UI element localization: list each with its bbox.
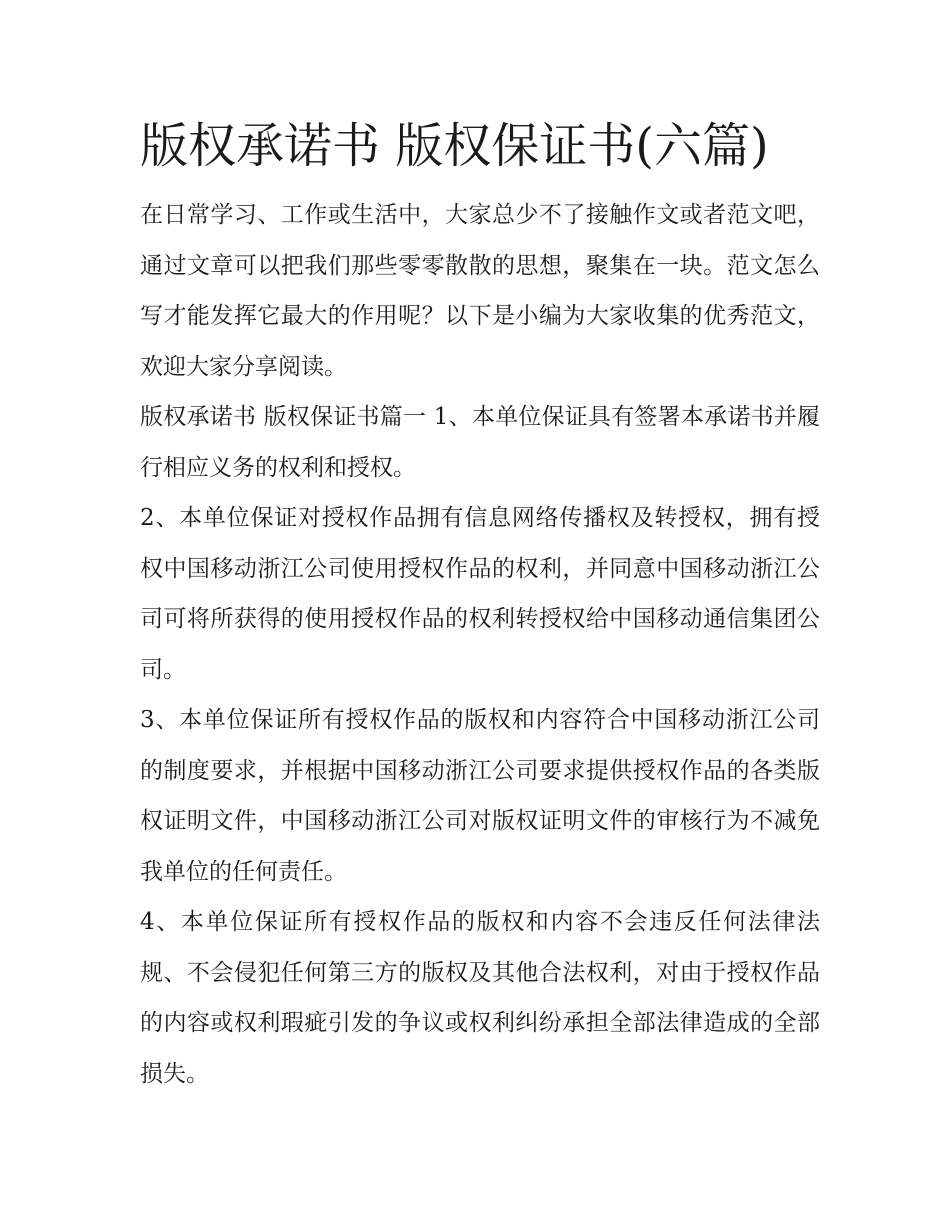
- paragraph-item-4: 4、本单位保证所有授权作品的版权和内容不会违反任何法律法规、不会侵犯任何第三方的版权及其他合法权利，对由于授权作品的内容或权利瑕疵引发的争议或权利纠纷承担全部法律造成的全部损失。: [140, 909, 820, 1087]
- paragraph-item-3: 3、本单位保证所有授权作品的版权和内容符合中国移动浙江公司的制度要求，并根据中国移动浙江公司要求提供授权作品的各类版权证明文件，中国移动浙江公司对版权证明文件的审核行为不减免我单位的任何责任。: [140, 707, 820, 885]
- document-title: 版权承诺书 版权保证书(六篇): [140, 118, 769, 174]
- paragraph-item-2: 2、本单位保证对授权作品拥有信息网络传播权及转授权，拥有授权中国移动浙江公司使用授权作品的权利，并同意中国移动浙江公司可将所获得的使用授权作品的权利转授权给中国移动通信集团公司。: [140, 505, 820, 683]
- document-page: [140, 110, 820, 1099]
- paragraph-item-1: 版权承诺书 版权保证书篇一 1、本单位保证具有签署本承诺书并履行相应义务的权利和授权。: [140, 404, 820, 481]
- paragraph-intro: 在日常学习、工作或生活中，大家总少不了接触作文或者范文吧，通过文章可以把我们那些零零散散的思想，聚集在一块。范文怎么写才能发挥它最大的作用呢？以下是小编为大家收集的优秀范文，欢迎大家分享阅读。: [140, 202, 820, 380]
